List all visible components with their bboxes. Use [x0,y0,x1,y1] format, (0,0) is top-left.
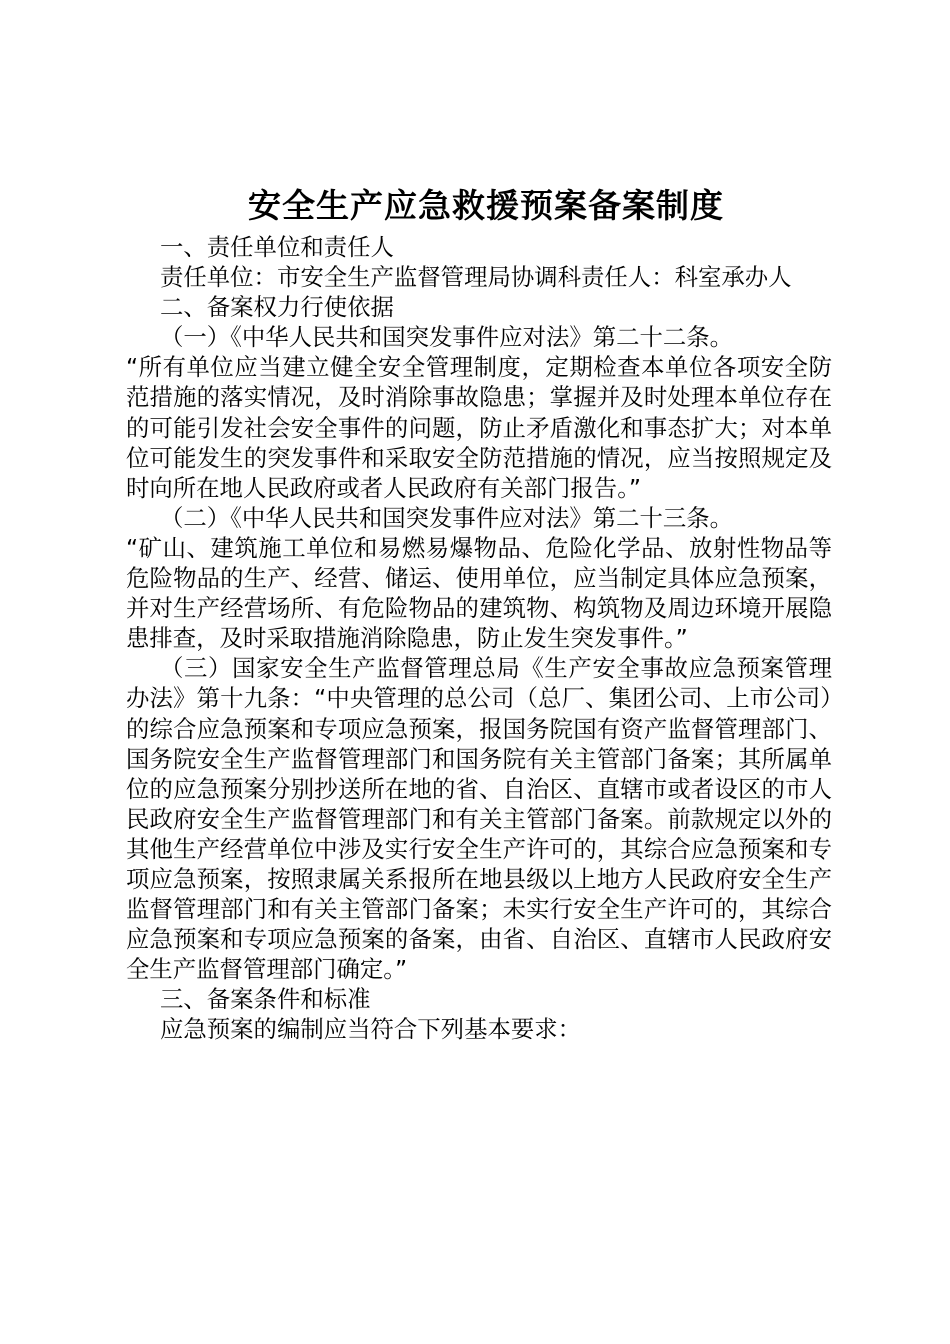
section-heading-basis: 二、备案权力行使依据 [160,293,394,322]
basis-item-1-heading: （一）《中华人民共和国突发事件应对法》第二十二条。 [160,323,734,352]
basis-item-2-quote: “矿山、建筑施工单位和易燃易爆物品、危险化学品、放射性物品等危险物品的生产、经营、储运、使用单位，应当制定具体应急预案，并对生产经营场所、有危险物品的建筑物、构筑物及周边环境开展隐患排查，及时采取措施消除隐患，防止发生突发事件。” [126,533,832,653]
section-heading-responsibility: 一、责任单位和责任人 [160,233,394,261]
section-heading-conditions: 三、备案条件和标准 [160,985,371,1014]
responsible-unit-text: 责任单位：市安全生产监督管理局协调科责任人：科室承办人 [160,263,792,292]
basis-item-3-text: （三）国家安全生产监督管理总局《生产安全事故应急预案管理办法》第十九条：“中央管理的总公司（总厂、集团公司、上市公司）的综合应急预案和专项应急预案，报国务院国有资产监督管理部门、国务院安全生产监督管理部门和国务院有关主管部门备案；其所属单位的应急预案分别抄送所在地的省、自治区、直辖市或者设区的市人民政府安全生产监督管理部门和有关主管部门备案。前款规定以外的其他生产经营单位中涉及实行安全生产许可的，其综合应急预案和专项应急预案，按照隶属关系报所在地县级以上地方人民政府安全生产监督管理部门和有关主管部门备案；未实行安全生产许可的，其综合应急预案和专项应急预案的备案，由省、自治区、直辖市人民政府安全生产监督管理部门确定。” [126,654,832,984]
conditions-intro-text: 应急预案的编制应当符合下列基本要求： [160,1015,582,1044]
document-page [126,184,832,1045]
basis-item-1-quote: “所有单位应当建立健全安全管理制度，定期检查本单位各项安全防范措施的落实情况，及时消除事故隐患；掌握并及时处理本单位存在的可能引发社会安全事件的问题，防止矛盾激化和事态扩大；对本单位可能发生的突发事件和采取安全防范措施的情况，应当按照规定及时向所在地人民政府或者人民政府有关部门报告。” [126,353,832,502]
document-title: 安全生产应急救援预案备案制度 [248,186,724,225]
basis-item-2-heading: （二）《中华人民共和国突发事件应对法》第二十三条。 [160,503,734,532]
